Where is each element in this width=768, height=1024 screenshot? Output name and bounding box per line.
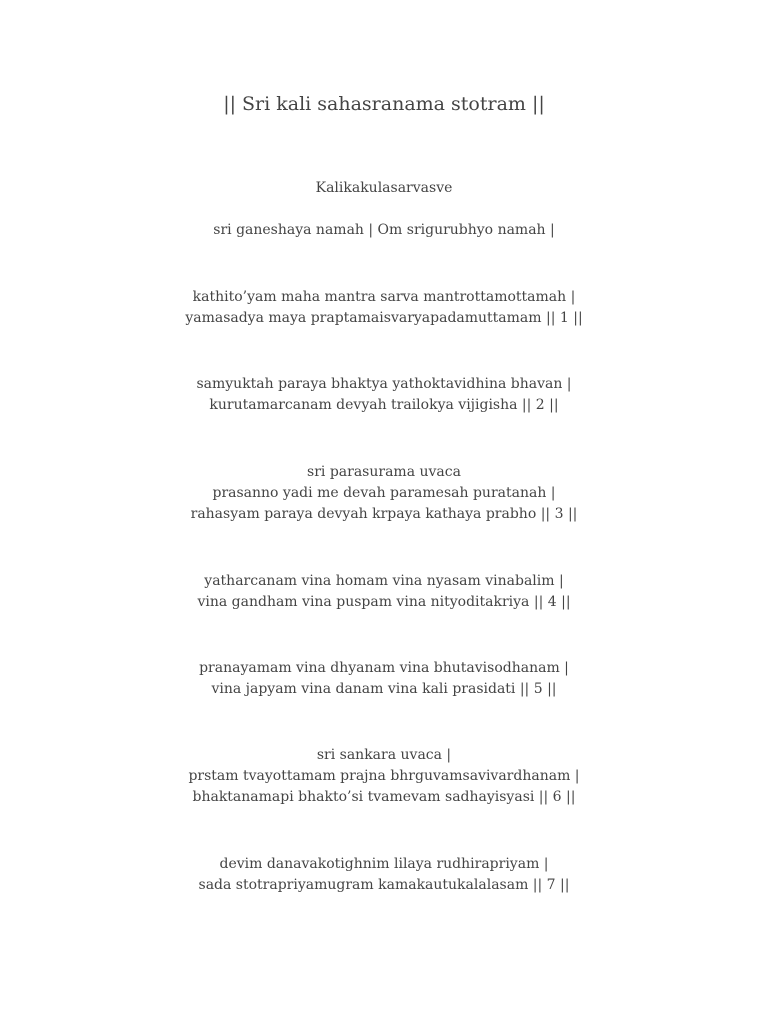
verse-line: devim danavakotighnim lilaya rudhirapriyam | (219, 856, 549, 872)
verse-line: kathito’yam maha mantra sarva mantrottamottamah | (192, 289, 576, 305)
verse-line: samyuktah paraya bhaktya yathoktavidhina bhavan | (196, 376, 572, 392)
verse-line: yatharcanam vina homam vina nyasam vinabalim | (204, 573, 564, 589)
verse-line: vina gandham vina puspam vina nityoditakriya || 4 || (197, 594, 571, 610)
verse-line: kurutamarcanam devyah trailokya vijigisha || 2 || (209, 397, 559, 413)
verse-line: pranayamam vina dhyanam vina bhutavisodhanam | (199, 660, 569, 676)
verse-line: rahasyam paraya devyah krpaya kathaya prabho || 3 || (190, 506, 578, 522)
verse-line: prasanno yadi me devah paramesah puratanah | (212, 485, 556, 501)
page-title: || Sri kali sahasranama stotram || (223, 93, 545, 115)
speaker-line: sri sankara uvaca | (316, 747, 452, 763)
speaker-line: sri parasurama uvaca (307, 464, 461, 480)
invocation-line: sri ganeshaya namah | Om srigurubhyo namah | (213, 222, 555, 238)
document-subtitle: Kalikakulasarvasve (315, 180, 453, 196)
verse-line: vina japyam vina danam vina kali prasidati || 5 || (211, 681, 557, 697)
verse-line: bhaktanamapi bhakto’si tvamevam sadhayisyasi || 6 || (192, 789, 576, 805)
verse-line: yamasadya maya praptamaisvaryapadamuttamam || 1 || (185, 310, 583, 326)
verse-line: sada stotrapriyamugram kamakautukalalasam || 7 || (198, 877, 570, 893)
verse-line: prstam tvayottamam prajna bhrguvamsavivardhanam | (188, 768, 580, 784)
